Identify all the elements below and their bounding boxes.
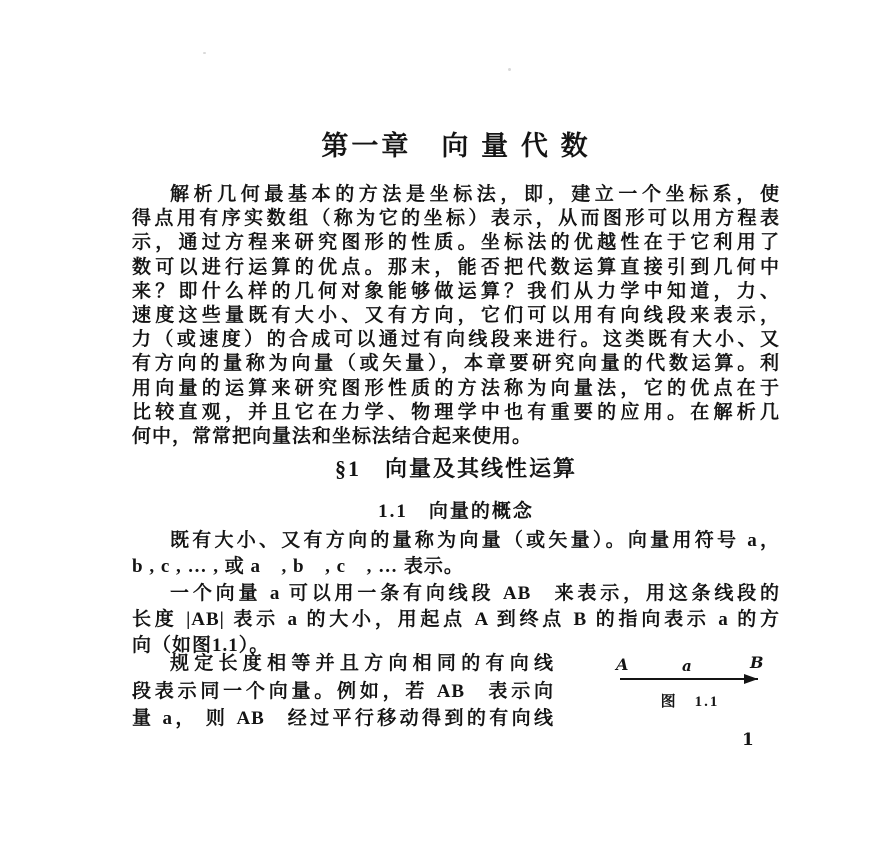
figure-caption: 图 1.1 bbox=[660, 694, 720, 710]
figure-point-a-label: A bbox=[616, 655, 629, 674]
text-line: 解析几何最基本的方法是坐标法，即，建立一个坐标系，使 bbox=[170, 184, 780, 205]
text-line: 段表示同一个向量。例如，若 AB⃗ 表示向 bbox=[132, 680, 554, 702]
text-line: 向（如图1.1）。 bbox=[132, 635, 270, 656]
vector-definition-paragraph bbox=[132, 528, 780, 580]
vector-arrow-line bbox=[620, 678, 758, 680]
text-line: 长度 |AB| 表示 a 的大小，用起点 A 到终点 B 的指向表示 a 的方 bbox=[132, 609, 780, 630]
vector-arrowhead-icon bbox=[744, 674, 758, 684]
text-line: 速度这些量既有大小、又有方向，它们可以用有向线段来表示， bbox=[132, 304, 780, 326]
scan-speck bbox=[203, 52, 206, 54]
figure-point-b-label: B bbox=[750, 653, 764, 672]
figure-1-1 bbox=[600, 650, 780, 720]
text-line: 来？即什么样的几何对象能够做运算？我们从力学中知道，力、 bbox=[132, 280, 780, 302]
subsection-1-1-heading: 1.1 向量的概念 bbox=[378, 501, 534, 522]
text-line: 既有大小、又有方向的量称为向量（或矢量）。向量用符号 a， bbox=[170, 530, 780, 551]
text-line: 比较直观，并且它在力学、物理学中也有重要的应用。在解析几 bbox=[132, 401, 780, 423]
chapter-title: 第一章 向 量 代 数 bbox=[321, 131, 591, 161]
text-line: b , c , … , 或 a⃗ , b⃗ , c⃗ , … 表示。 bbox=[132, 556, 464, 577]
text-line: 量 a， 则 AB⃗ 经过平行移动得到的有向线 bbox=[132, 708, 554, 729]
text-line: 力（或速度）的合成可以通过有向线段来进行。这类既有大小、又 bbox=[132, 329, 780, 351]
figure-vector-a-label: a bbox=[682, 657, 692, 675]
text-line: 一个向量 a 可以用一条有向线段 AB⃗ 来表示，用这条线段的 bbox=[170, 583, 780, 604]
text-line: 用向量的运算来研究图形性质的方法称为向量法，它的优点在于 bbox=[132, 377, 780, 399]
page-number: 1 bbox=[742, 730, 754, 750]
text-line: 示，通过方程来研究图形的性质。坐标法的优越性在于它利用了 bbox=[132, 232, 780, 254]
directed-segment-paragraph bbox=[132, 581, 780, 659]
intro-paragraph bbox=[132, 183, 780, 449]
text-line: 得点用有序实数组（称为它的坐标）表示，从而图形可以用方程表 bbox=[132, 208, 780, 230]
equal-vectors-paragraph bbox=[132, 650, 554, 733]
text-line: 何中，常常把向量法和坐标法结合起来使用。 bbox=[132, 425, 533, 447]
section-1-heading: §1 向量及其线性运算 bbox=[334, 456, 577, 481]
text-line: 规定长度相等并且方向相同的有向线 bbox=[170, 653, 554, 674]
text-line: 有方向的量称为向量（或矢量），本章要研究向量的代数运算。利 bbox=[132, 353, 780, 375]
scan-speck bbox=[508, 68, 511, 71]
text-line: 数可以进行运算的优点。那末，能否把代数运算直接引到几何中 bbox=[132, 256, 780, 278]
